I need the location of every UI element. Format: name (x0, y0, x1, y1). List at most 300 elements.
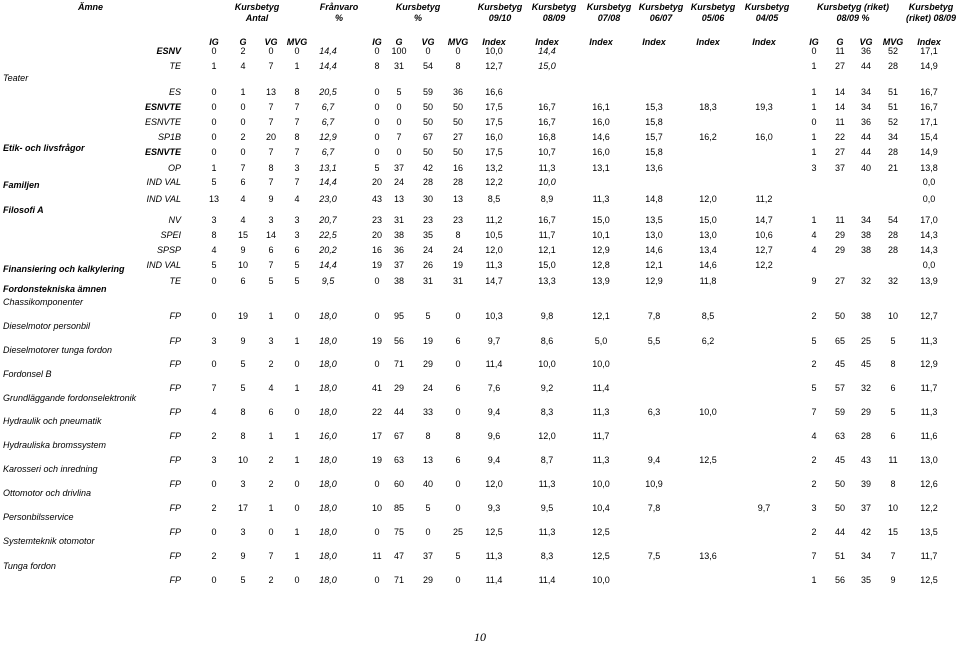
table-cell: 10,3 (485, 311, 503, 321)
table-cell: 14,6 (592, 132, 610, 142)
table-cell: 11 (372, 551, 382, 561)
table-cell: 9 (240, 336, 246, 346)
table-cell: 1 (811, 132, 817, 142)
table-cell: 2 (811, 455, 817, 465)
table-cell: 8 (294, 87, 300, 97)
table-cell: 2 (268, 455, 274, 465)
table-cell: 37 (422, 551, 434, 561)
table-cell: 19 (422, 336, 434, 346)
table-cell: 0 (374, 147, 380, 157)
table-cell: 22,5 (319, 230, 337, 240)
table-cell: 5 (211, 177, 217, 187)
table-cell: 16,7 (920, 87, 938, 97)
table-cell: 10 (237, 260, 249, 270)
table-cell: 1 (811, 87, 817, 97)
table-cell: 13,8 (920, 163, 938, 173)
table-cell: 8 (455, 61, 461, 71)
table-cell: 8 (425, 431, 431, 441)
table-cell: 1 (811, 102, 817, 112)
table-cell: 0 (211, 117, 217, 127)
table-cell: 23 (422, 215, 434, 225)
table-cell: 6 (268, 407, 274, 417)
table-cell: 31 (422, 276, 434, 286)
table-cell: 8 (240, 431, 246, 441)
table-cell: 3 (811, 163, 817, 173)
table-cell: 0,0 (922, 260, 936, 270)
table-cell: 7 (268, 551, 274, 561)
table-cell: 0 (211, 527, 217, 537)
table-cell: 27 (834, 61, 846, 71)
table-cell: 60 (393, 479, 405, 489)
subheader-cell: VG (264, 37, 278, 47)
table-cell: 17,0 (920, 215, 938, 225)
table-cell: 51 (887, 102, 899, 112)
table-cell: 1 (811, 147, 817, 157)
table-cell: 18,0 (319, 336, 337, 346)
table-cell: 9,5 (321, 276, 335, 286)
table-cell: 11 (835, 215, 845, 225)
table-cell: 15,3 (645, 102, 663, 112)
subheader-cell: Index (535, 37, 559, 47)
table-cell: 9,6 (487, 431, 501, 441)
subject-group-label: Dieselmotor personbil (3, 321, 91, 331)
table-cell: 9 (240, 551, 246, 561)
table-cell: 3 (211, 455, 217, 465)
row-program-label: SPSP (156, 245, 181, 255)
subheader-cell: Index (589, 37, 613, 47)
table-cell: 8,6 (540, 336, 554, 346)
table-cell: 11,3 (485, 551, 503, 561)
row-program-label: IND VAL (146, 194, 181, 204)
table-cell: 18,3 (699, 102, 717, 112)
table-cell: 41 (371, 383, 383, 393)
table-cell: 13 (265, 87, 277, 97)
table-cell: 18,0 (319, 359, 337, 369)
table-cell: 12,2 (920, 503, 938, 513)
table-cell: 5 (240, 359, 246, 369)
table-cell: 13 (393, 194, 405, 204)
table-cell: 14,6 (699, 260, 717, 270)
row-program-label: FP (169, 479, 181, 489)
table-cell: 0 (374, 87, 380, 97)
table-cell: 12,0 (699, 194, 717, 204)
table-cell: 18,0 (319, 527, 337, 537)
table-cell: 3 (294, 215, 300, 225)
table-cell: 4 (811, 245, 817, 255)
subject-group-label: Hydrauliska bromssystem (3, 440, 107, 450)
table-cell: 10,0 (485, 46, 503, 56)
table-cell: 13,6 (699, 551, 717, 561)
row-program-label: TE (169, 61, 181, 71)
table-cell: 37 (393, 260, 405, 270)
table-cell: 34 (887, 132, 899, 142)
table-cell: 5 (811, 383, 817, 393)
table-cell: 5 (890, 336, 896, 346)
table-cell: 5 (890, 407, 896, 417)
table-cell: 40 (860, 163, 872, 173)
table-cell: 2 (268, 359, 274, 369)
table-cell: 17,1 (920, 46, 938, 56)
table-cell: 7 (294, 177, 300, 187)
table-cell: 0 (211, 311, 217, 321)
table-cell: 50 (452, 102, 464, 112)
table-cell: 37 (393, 163, 405, 173)
table-cell: 12,6 (920, 479, 938, 489)
table-cell: 0 (294, 311, 300, 321)
header-year-5: Kursbetyg (744, 2, 790, 12)
subheader-cell: VG (421, 37, 435, 47)
subheader-cell: IG (809, 37, 819, 47)
table-cell: 0 (294, 503, 300, 513)
table-cell: 6 (240, 177, 246, 187)
row-program-label: TE (169, 276, 181, 286)
table-cell: 14,4 (319, 177, 337, 187)
table-cell: 29 (422, 359, 434, 369)
table-cell: 6,3 (647, 407, 661, 417)
table-cell: 0 (211, 479, 217, 489)
table-cell: 0 (425, 527, 431, 537)
table-cell: 1 (294, 527, 300, 537)
table-cell: 0 (374, 46, 380, 56)
subject-group-label: Grundläggande fordonselektronik (3, 393, 137, 403)
table-cell: 0 (396, 102, 402, 112)
table-cell: 2 (268, 575, 274, 585)
table-cell: 11,7 (592, 431, 610, 441)
table-cell: 43 (860, 455, 872, 465)
table-cell: 59 (834, 407, 846, 417)
table-cell: 24 (393, 177, 405, 187)
table-cell: 8 (294, 132, 300, 142)
table-cell: 0 (811, 46, 817, 56)
table-cell: 17,5 (485, 102, 503, 112)
table-cell: 10 (887, 311, 899, 321)
table-cell: 13,5 (920, 527, 938, 537)
table-cell: 7 (268, 177, 274, 187)
table-cell: 33 (422, 407, 434, 417)
table-cell: 2 (811, 479, 817, 489)
table-cell: 20,2 (319, 245, 337, 255)
table-cell: 0 (268, 46, 274, 56)
table-cell: 12,8 (592, 260, 610, 270)
table-cell: 43 (371, 194, 383, 204)
table-cell: 12,0 (485, 245, 503, 255)
row-program-label: FP (169, 311, 181, 321)
table-cell: 44 (860, 132, 872, 142)
table-cell: 11,2 (755, 194, 773, 204)
table-cell: 11,3 (920, 407, 938, 417)
table-cell: 11,7 (920, 383, 938, 393)
table-cell: 8,3 (540, 407, 554, 417)
table-cell: 11,4 (538, 575, 556, 585)
table-cell: 6,7 (321, 117, 335, 127)
table-cell: 23,0 (319, 194, 337, 204)
table-cell: 8 (455, 431, 461, 441)
table-cell: 12,1 (592, 311, 610, 321)
table-cell: 38 (393, 276, 405, 286)
subject-group-label: Fordonstekniska ämnen (3, 284, 107, 294)
table-cell: 5 (268, 276, 274, 286)
subheader-cell: IG (209, 37, 219, 47)
table-cell: 30 (422, 194, 434, 204)
table-cell: 50 (422, 102, 434, 112)
table-cell: 7 (211, 383, 217, 393)
table-cell: 16,1 (592, 102, 610, 112)
table-cell: 16 (452, 163, 464, 173)
table-cell: 35 (860, 575, 872, 585)
table-cell: 0 (425, 46, 431, 56)
table-cell: 29 (834, 230, 846, 240)
row-program-label: SP1B (157, 132, 181, 142)
table-cell: 63 (834, 431, 846, 441)
table-cell: 8 (240, 407, 246, 417)
table-cell: 22 (371, 407, 383, 417)
table-cell: 9 (890, 575, 896, 585)
header-year-0: Kursbetyg (477, 2, 523, 12)
table-cell: 23 (371, 215, 383, 225)
table-cell: 16,0 (592, 117, 610, 127)
table-cell: 0 (294, 575, 300, 585)
table-cell: 45 (834, 455, 846, 465)
table-cell: 0 (240, 117, 246, 127)
table-cell: 12,7 (755, 245, 773, 255)
table-cell: 1 (240, 87, 246, 97)
table-cell: 5 (240, 575, 246, 585)
table-cell: 44 (860, 147, 872, 157)
table-cell: 15,0 (592, 215, 610, 225)
table-cell: 12,5 (920, 575, 938, 585)
table-cell: 0 (455, 407, 461, 417)
table-cell: 0 (374, 132, 380, 142)
table-cell: 100 (391, 46, 407, 56)
table-cell: 1 (211, 61, 217, 71)
table-cell: 7,5 (647, 551, 661, 561)
table-cell: 56 (393, 336, 405, 346)
table-cell: 7,8 (647, 311, 661, 321)
table-cell: 0 (211, 46, 217, 56)
table-cell: 11,7 (538, 230, 556, 240)
table-cell: 13,0 (920, 455, 938, 465)
table-cell: 8,3 (540, 551, 554, 561)
table-cell: 3 (268, 336, 274, 346)
table-cell: 52 (887, 46, 899, 56)
table-cell: 6,7 (321, 102, 335, 112)
table-cell: 1 (294, 61, 300, 71)
table-cell: 11,3 (538, 527, 556, 537)
table-cell: 12,2 (485, 177, 503, 187)
table-cell: 0 (294, 46, 300, 56)
table-cell: 4 (811, 230, 817, 240)
subheader-cell: IG (372, 37, 382, 47)
table-cell: 12,9 (645, 276, 663, 286)
table-cell: 4 (211, 407, 217, 417)
table-cell: 27 (452, 132, 464, 142)
table-cell: 18,0 (319, 575, 337, 585)
table-cell: 12,1 (645, 260, 663, 270)
table-cell: 5 (455, 551, 461, 561)
table-cell: 9,7 (487, 336, 501, 346)
table-cell: 0 (211, 359, 217, 369)
table-cell: 14 (265, 230, 277, 240)
table-cell: 0 (268, 527, 274, 537)
subject-group-label: Ottomotor och drivlina (3, 488, 92, 498)
table-cell: 18,0 (319, 383, 337, 393)
table-cell: 12,9 (319, 132, 337, 142)
table-cell: 9,2 (540, 383, 554, 393)
table-cell: 13 (208, 194, 220, 204)
table-cell: 5 (240, 383, 246, 393)
table-cell: 3 (211, 336, 217, 346)
table-cell: 13,0 (645, 230, 663, 240)
table-cell: 14,4 (319, 260, 337, 270)
subheader-cell: MVG (882, 37, 904, 47)
table-cell: 34 (860, 215, 872, 225)
table-cell: 5 (294, 276, 300, 286)
table-cell: 12,5 (592, 527, 610, 537)
table-cell: 0 (211, 276, 217, 286)
table-cell: 32 (860, 276, 872, 286)
table-cell: 13 (452, 194, 464, 204)
table-cell: 50 (834, 311, 846, 321)
table-cell: 85 (393, 503, 405, 513)
table-cell: 10,7 (538, 147, 556, 157)
table-cell: 5 (425, 311, 431, 321)
table-cell: 0,0 (922, 194, 936, 204)
table-cell: 36 (860, 117, 872, 127)
table-cell: 1 (811, 215, 817, 225)
table-cell: 0 (374, 276, 380, 286)
table-cell: 54 (887, 215, 899, 225)
table-cell: 29 (422, 575, 434, 585)
header-kursbetyg-pct: Kursbetyg (395, 2, 441, 12)
table-cell: 8,5 (701, 311, 715, 321)
table-cell: 7 (268, 147, 274, 157)
table-cell: 11,3 (592, 194, 610, 204)
table-cell: 11,6 (920, 431, 938, 441)
table-cell: 32 (860, 383, 872, 393)
table-cell: 14,9 (920, 147, 938, 157)
table-cell: 11,3 (920, 336, 938, 346)
table-cell: 3 (294, 163, 300, 173)
table-cell: 0 (211, 132, 217, 142)
table-cell: 7 (268, 117, 274, 127)
table-cell: 0 (294, 479, 300, 489)
table-cell: 0 (211, 102, 217, 112)
table-cell: 7 (268, 102, 274, 112)
table-cell: 0 (455, 503, 461, 513)
table-cell: 11 (888, 455, 898, 465)
subheader-cell: MVG (447, 37, 469, 47)
table-cell: 63 (393, 455, 405, 465)
table-cell: 11,2 (485, 215, 503, 225)
table-cell: 28 (887, 245, 899, 255)
subject-group-label: Etik- och livsfrågor (3, 143, 85, 153)
table-cell: 5 (811, 336, 817, 346)
table-cell: 28 (860, 431, 872, 441)
table-cell: 31 (393, 61, 405, 71)
table-cell: 15 (887, 527, 899, 537)
table-cell: 6 (455, 455, 461, 465)
table-cell: 0 (240, 147, 246, 157)
table-cell: 12,9 (592, 245, 610, 255)
table-cell: 15,7 (645, 132, 663, 142)
subject-group-label: Familjen (3, 180, 40, 190)
table-cell: 14 (834, 102, 846, 112)
table-cell: 13,2 (485, 163, 503, 173)
table-cell: 0 (455, 479, 461, 489)
subject-group-label: Chassikomponenter (3, 297, 84, 307)
header-kursbetyg-antal: Kursbetyg (234, 2, 280, 12)
table-cell: 6,7 (321, 147, 335, 157)
table-cell: 14,4 (319, 61, 337, 71)
row-program-label: FP (169, 575, 181, 585)
table-cell: 9,3 (487, 503, 501, 513)
table-cell: 31 (393, 215, 405, 225)
table-cell: 1 (268, 311, 274, 321)
table-cell: 44 (860, 61, 872, 71)
table-cell: 54 (422, 61, 434, 71)
table-cell: 14,8 (645, 194, 663, 204)
table-cell: 25 (452, 527, 464, 537)
table-cell: 22 (834, 132, 846, 142)
subject-group-label: Dieselmotorer tunga fordon (3, 345, 113, 355)
table-cell: 38 (860, 230, 872, 240)
table-cell: 1 (811, 575, 817, 585)
table-cell: 8 (455, 230, 461, 240)
table-cell: 35 (422, 230, 434, 240)
table-cell: 10,5 (485, 230, 503, 240)
table-cell: 11,3 (538, 163, 556, 173)
table-cell: 15,0 (538, 260, 556, 270)
table-cell: 2 (811, 311, 817, 321)
table-cell: 25 (860, 336, 872, 346)
table-cell: 50 (422, 147, 434, 157)
table-cell: 9 (268, 194, 274, 204)
table-cell: 18,0 (319, 479, 337, 489)
table-cell: 12,5 (485, 527, 503, 537)
table-cell: 7 (890, 551, 896, 561)
table-cell: 7 (811, 551, 817, 561)
table-cell: 0 (811, 117, 817, 127)
table-cell: 3 (268, 215, 274, 225)
table-cell: 1 (268, 431, 274, 441)
table-cell: 10,0 (592, 479, 610, 489)
page-number: 10 (474, 630, 486, 644)
table-cell: 7 (268, 61, 274, 71)
table-cell: 8 (374, 61, 380, 71)
table-cell: 1 (294, 551, 300, 561)
table-cell: 0 (374, 359, 380, 369)
row-program-label: FP (169, 407, 181, 417)
table-cell: 0 (455, 359, 461, 369)
table-cell: 0 (374, 479, 380, 489)
table-cell: 13,1 (592, 163, 610, 173)
table-cell: 7 (396, 132, 402, 142)
table-cell: 2 (811, 359, 817, 369)
subheader-cell: Index (917, 37, 941, 47)
table-cell: 17,1 (920, 117, 938, 127)
table-cell: 9,8 (540, 311, 554, 321)
table-cell: 27 (834, 276, 846, 286)
table-cell: 19 (371, 260, 383, 270)
table-cell: 50 (452, 147, 464, 157)
table-cell: 7 (294, 117, 300, 127)
table-cell: 0 (374, 102, 380, 112)
table-cell: 7 (240, 163, 246, 173)
table-cell: 56 (834, 575, 846, 585)
table-cell: 34 (860, 87, 872, 97)
table-cell: 1 (811, 61, 817, 71)
table-cell: 24 (422, 383, 434, 393)
